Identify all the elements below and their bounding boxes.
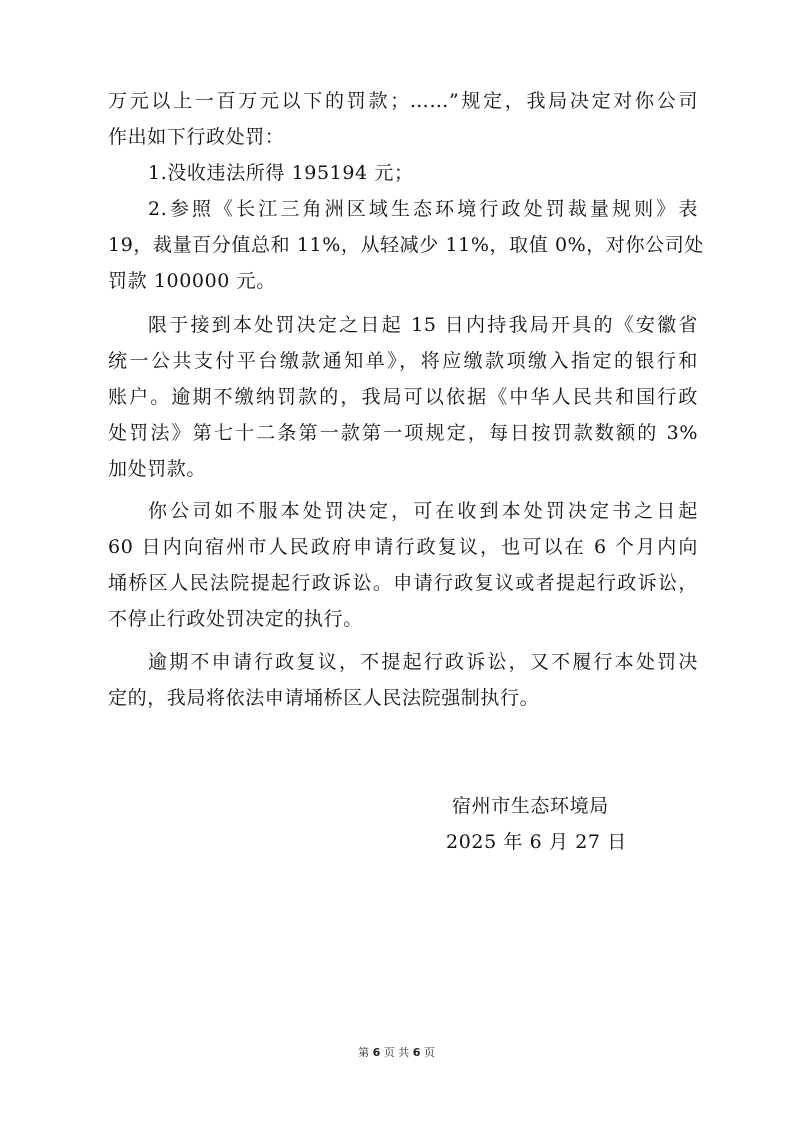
list-item-confiscation: 1.没收违法所得 195194 元；	[148, 162, 414, 184]
list-item-fine: 2.参照《长江三角洲区域生态环境行政处罚裁量规则》表	[148, 198, 698, 220]
body-line: 作出如下行政处罚：	[108, 126, 285, 148]
issue-date: 2025 年 6 月 27 日	[446, 831, 627, 853]
body-line: 60 日内向宿州市人民政府申请行政复议，也可以在 6 个月内向	[108, 536, 698, 558]
body-line: 处罚法》第七十二条第一款第一项规定，每日按罚款数额的 3%	[108, 422, 698, 444]
body-line: 埇桥区人民法院提起行政诉讼。申请行政复议或者提起行政诉讼，	[108, 572, 698, 594]
body-line: 定的，我局将依法申请埇桥区人民法院强制执行。	[108, 687, 540, 709]
body-line: 19，裁量百分值总和 11%，从轻减少 11%，取值 0%，对你公司处	[108, 234, 704, 256]
body-line: 账户。逾期不缴纳罚款的，我局可以依据《中华人民共和国行政	[108, 386, 698, 408]
current-page-number: 6	[372, 1046, 381, 1059]
paragraph-payment: 限于接到本处罚决定之日起 15 日内持我局开具的《安徽省	[148, 314, 698, 336]
paragraph-appeal: 你公司如不服本处罚决定，可在收到本处罚决定书之日起	[148, 500, 698, 522]
body-line: 加处罚款。	[108, 458, 207, 480]
footer-suffix: 页	[423, 1046, 435, 1059]
total-page-number: 6	[412, 1046, 421, 1059]
body-line: 不停止行政处罚决定的执行。	[108, 608, 363, 630]
footer-middle: 页 共	[383, 1046, 410, 1059]
body-line: 罚款 100000 元。	[108, 270, 276, 292]
issuing-organization: 宿州市生态环境局	[452, 795, 609, 817]
paragraph-enforcement: 逾期不申请行政复议，不提起行政诉讼，又不履行本处罚决	[148, 651, 698, 673]
page-footer	[0, 1044, 793, 1060]
footer-prefix: 第	[358, 1046, 370, 1059]
body-line: 万元以上一百万元以下的罚款；……”规定，我局决定对你公司	[108, 90, 698, 112]
body-line: 统一公共支付平台缴款通知单》，将应缴款项缴入指定的银行和	[108, 350, 698, 372]
